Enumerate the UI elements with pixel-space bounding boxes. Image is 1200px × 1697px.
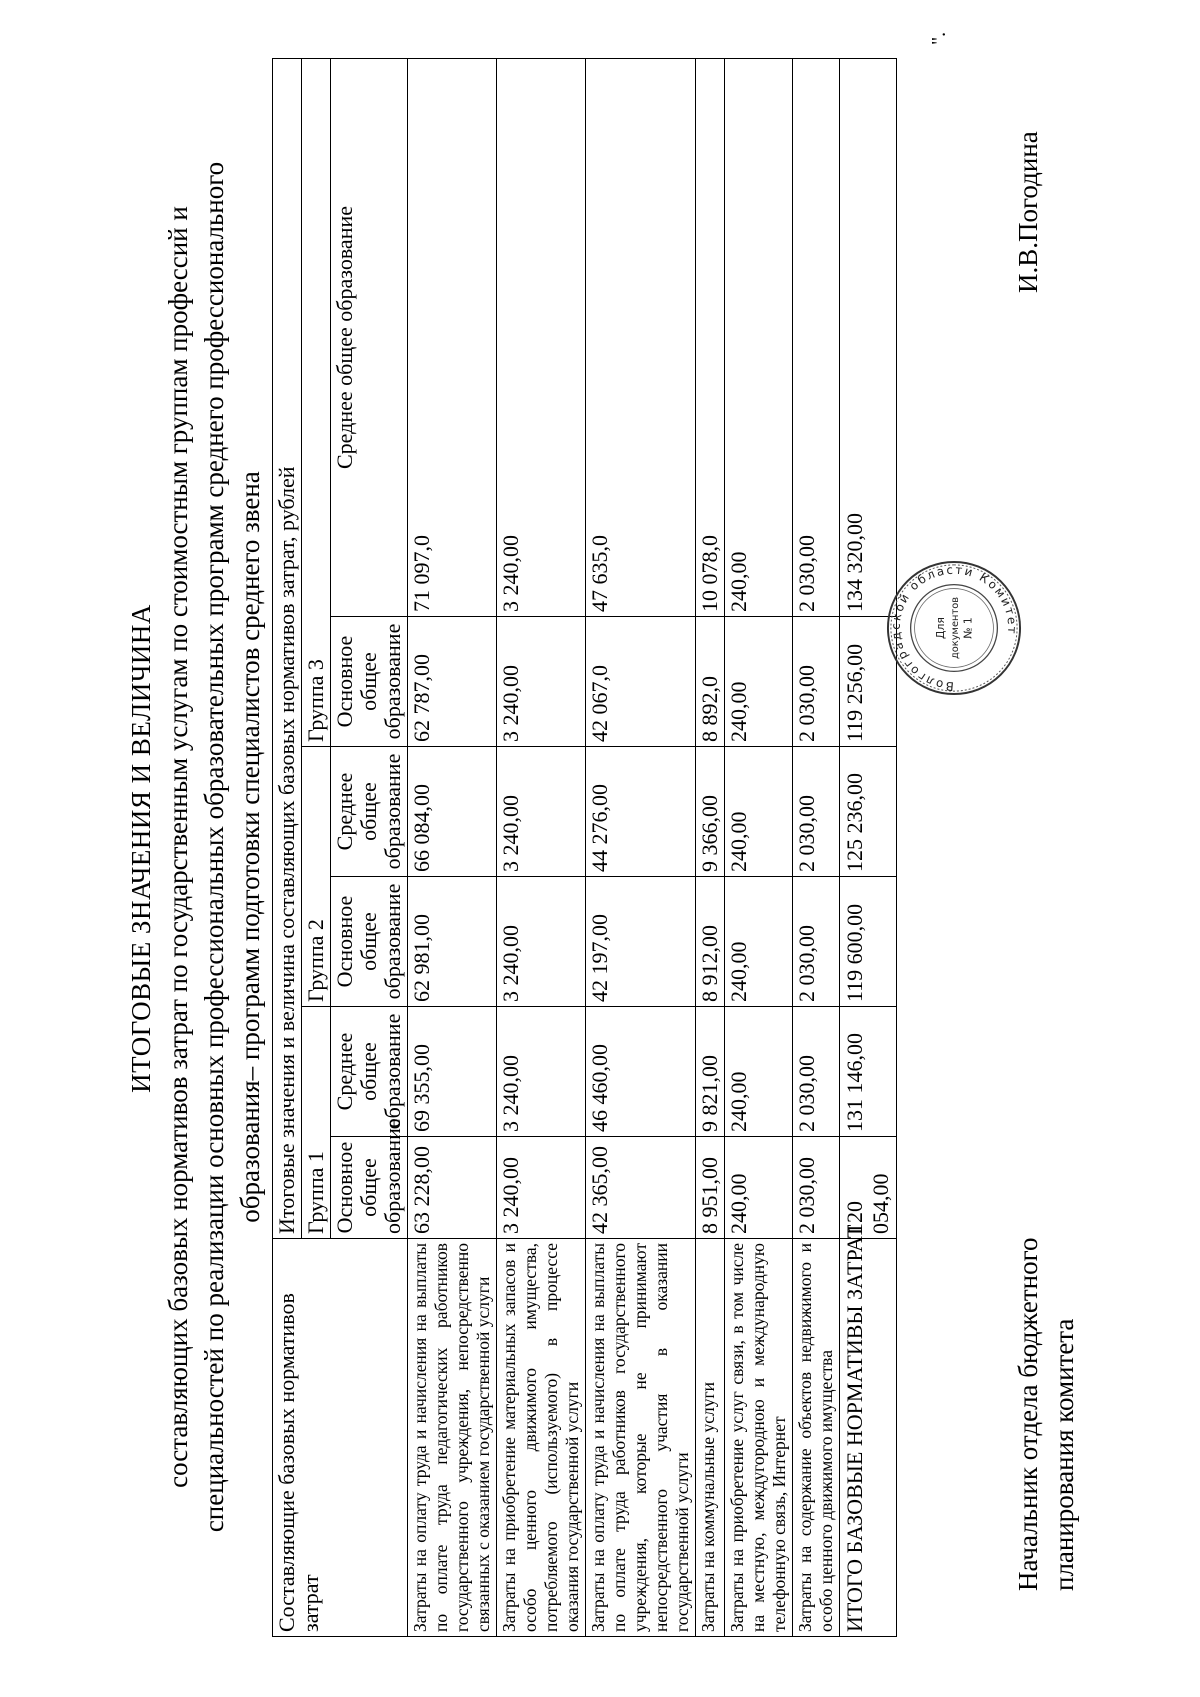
cost-value: 3 240,00 — [497, 58, 586, 616]
col-header-g1-basic: Основное общее образование — [331, 1137, 408, 1239]
margin-mark: ". — [928, 31, 950, 45]
cost-value: 9 821,00 — [696, 1007, 725, 1137]
cost-value: 42 365,00 — [586, 1137, 696, 1239]
cost-value: 2 030,00 — [793, 58, 840, 616]
cost-value: 69 355,00 — [408, 1007, 497, 1137]
cost-value: 2 030,00 — [793, 1007, 840, 1137]
row-communications — [725, 58, 793, 1636]
cost-value: 2 030,00 — [793, 1137, 840, 1239]
row-utilities — [696, 58, 725, 1636]
cost-value: 8 951,00 — [696, 1137, 725, 1239]
column-header-components: Составляющие базовых нормативов затрат — [273, 1239, 408, 1637]
group-1-header: Группа 1 — [302, 1007, 331, 1239]
cost-value: 3 240,00 — [497, 1007, 586, 1137]
cost-component-label: Затраты на содержание объектов недвижимого и особо ценного движимого имущества — [793, 1239, 840, 1637]
cost-component-label: Затраты на оплату труда и начисления на выплаты по оплате труда педагогических работников государственного учреждения, непосредственно связанных с оказанием государственной услуги — [408, 1239, 497, 1637]
cost-value: 42 197,00 — [586, 877, 696, 1007]
cost-value: 3 240,00 — [497, 747, 586, 877]
total-value: 131 146,00 — [840, 1007, 897, 1137]
stamp-seal-icon — [885, 559, 1023, 697]
official-stamp — [885, 559, 1023, 697]
cost-value: 2 030,00 — [793, 617, 840, 747]
col-header-g2-secondary: Среднее общее образование — [331, 747, 408, 877]
cost-value: 2 030,00 — [793, 747, 840, 877]
document-subtitle — [160, 137, 268, 1557]
cost-value: 42 067,0 — [586, 617, 696, 747]
row-materials — [497, 58, 586, 1636]
cost-value: 9 366,00 — [696, 747, 725, 877]
svg-text:Волгоградской области Комитет: Волгоградской области Комитет — [888, 562, 1020, 694]
subtitle-line-3: образования– программ подготовки специалистов среднего звена — [235, 471, 265, 1223]
cost-component-label: Затраты на коммунальные услуги — [696, 1239, 725, 1637]
total-value: 119 600,00 — [840, 877, 897, 1007]
svg-text:документов: документов — [949, 596, 961, 660]
total-value: 119 256,00 — [840, 617, 897, 747]
cost-component-label: Затраты на оплату труда и начисления на выплаты по оплате труда работников государственного учреждения, которые не принимают непосредственного участия в оказании государственной услуги — [586, 1239, 696, 1637]
cost-value: 46 460,00 — [586, 1007, 696, 1137]
total-value: 120 054,00 — [840, 1137, 897, 1239]
cost-value: 3 240,00 — [497, 877, 586, 1007]
col-header-g3-secondary: Среднее общее образование — [331, 58, 408, 616]
cost-value: 240,00 — [725, 58, 793, 616]
cost-value: 8 892,0 — [696, 617, 725, 747]
norms-table — [272, 58, 897, 1637]
cost-value: 240,00 — [725, 1007, 793, 1137]
header-row-top — [273, 58, 302, 1636]
cost-value: 240,00 — [725, 1137, 793, 1239]
cost-value: 62 787,00 — [408, 617, 497, 747]
cost-value: 3 240,00 — [497, 1137, 586, 1239]
col-header-g3-basic: Основное общее образование — [331, 617, 408, 747]
svg-text:№ 1: № 1 — [961, 617, 975, 639]
cost-component-label: Затраты на приобретение материальных запасов и особо ценного движимого имущества, потребляемого (используемого) в процессе оказания государственной услуги — [497, 1239, 586, 1637]
document-title: ИТОГОВЫЕ ЗНАЧЕНИЯ И ВЕЛИЧИНА — [126, 604, 156, 1093]
cost-value: 8 912,00 — [696, 877, 725, 1007]
row-staff-support — [586, 58, 696, 1636]
cost-value: 62 981,00 — [408, 877, 497, 1007]
svg-text:Для: Для — [934, 617, 948, 639]
total-value: 125 236,00 — [840, 747, 897, 877]
signature-position-line-1: Начальник отдела бюджетного — [1013, 1237, 1043, 1591]
col-header-g2-basic: Основное общее образование — [331, 877, 408, 1007]
cost-value: 66 084,00 — [408, 747, 497, 877]
row-property-maintenance — [793, 58, 840, 1636]
cost-value: 240,00 — [725, 617, 793, 747]
cost-value: 44 276,00 — [586, 747, 696, 877]
cost-value: 10 078,0 — [696, 58, 725, 616]
cost-value: 3 240,00 — [497, 617, 586, 747]
cost-value: 71 097,0 — [408, 58, 497, 616]
total-row — [840, 58, 897, 1636]
cost-component-label: Затраты на приобретение услуг связи, в том числе на местную, междугородною и международную телефонную связь, Интернет — [725, 1239, 793, 1637]
subtitle-line-1: составляющих базовых нормативов затрат по государственным услугам по стоимостным группам профессий и — [163, 206, 193, 1488]
group-2-header: Группа 2 — [302, 747, 331, 1007]
subtitle-line-2: специальностей по реализации основных профессиональных образовательных программ среднего профессионального — [199, 161, 229, 1533]
cost-value: 47 635,0 — [586, 58, 696, 616]
cost-value: 240,00 — [725, 877, 793, 1007]
cost-value: 240,00 — [725, 747, 793, 877]
cost-value: 2 030,00 — [793, 877, 840, 1007]
group-3-header: Группа 3 — [302, 58, 331, 746]
total-value: 134 320,00 — [840, 58, 897, 616]
signature-position — [1010, 1238, 1082, 1591]
row-staff-teaching — [408, 58, 497, 1636]
col-header-g1-secondary: Среднее общее образование — [331, 1007, 408, 1137]
signature-name: И.В.Погодина — [1013, 131, 1043, 293]
header-span-title: Итоговые значения и величина составляющих базовых нормативов затрат, рублей — [273, 58, 302, 1238]
cost-value: 63 228,00 — [408, 1137, 497, 1239]
signature-position-line-2: планирования комитета — [1049, 1318, 1079, 1591]
total-label: ИТОГО БАЗОВЫЕ НОРМАТИВЫ ЗАТРАТ — [840, 1239, 897, 1637]
